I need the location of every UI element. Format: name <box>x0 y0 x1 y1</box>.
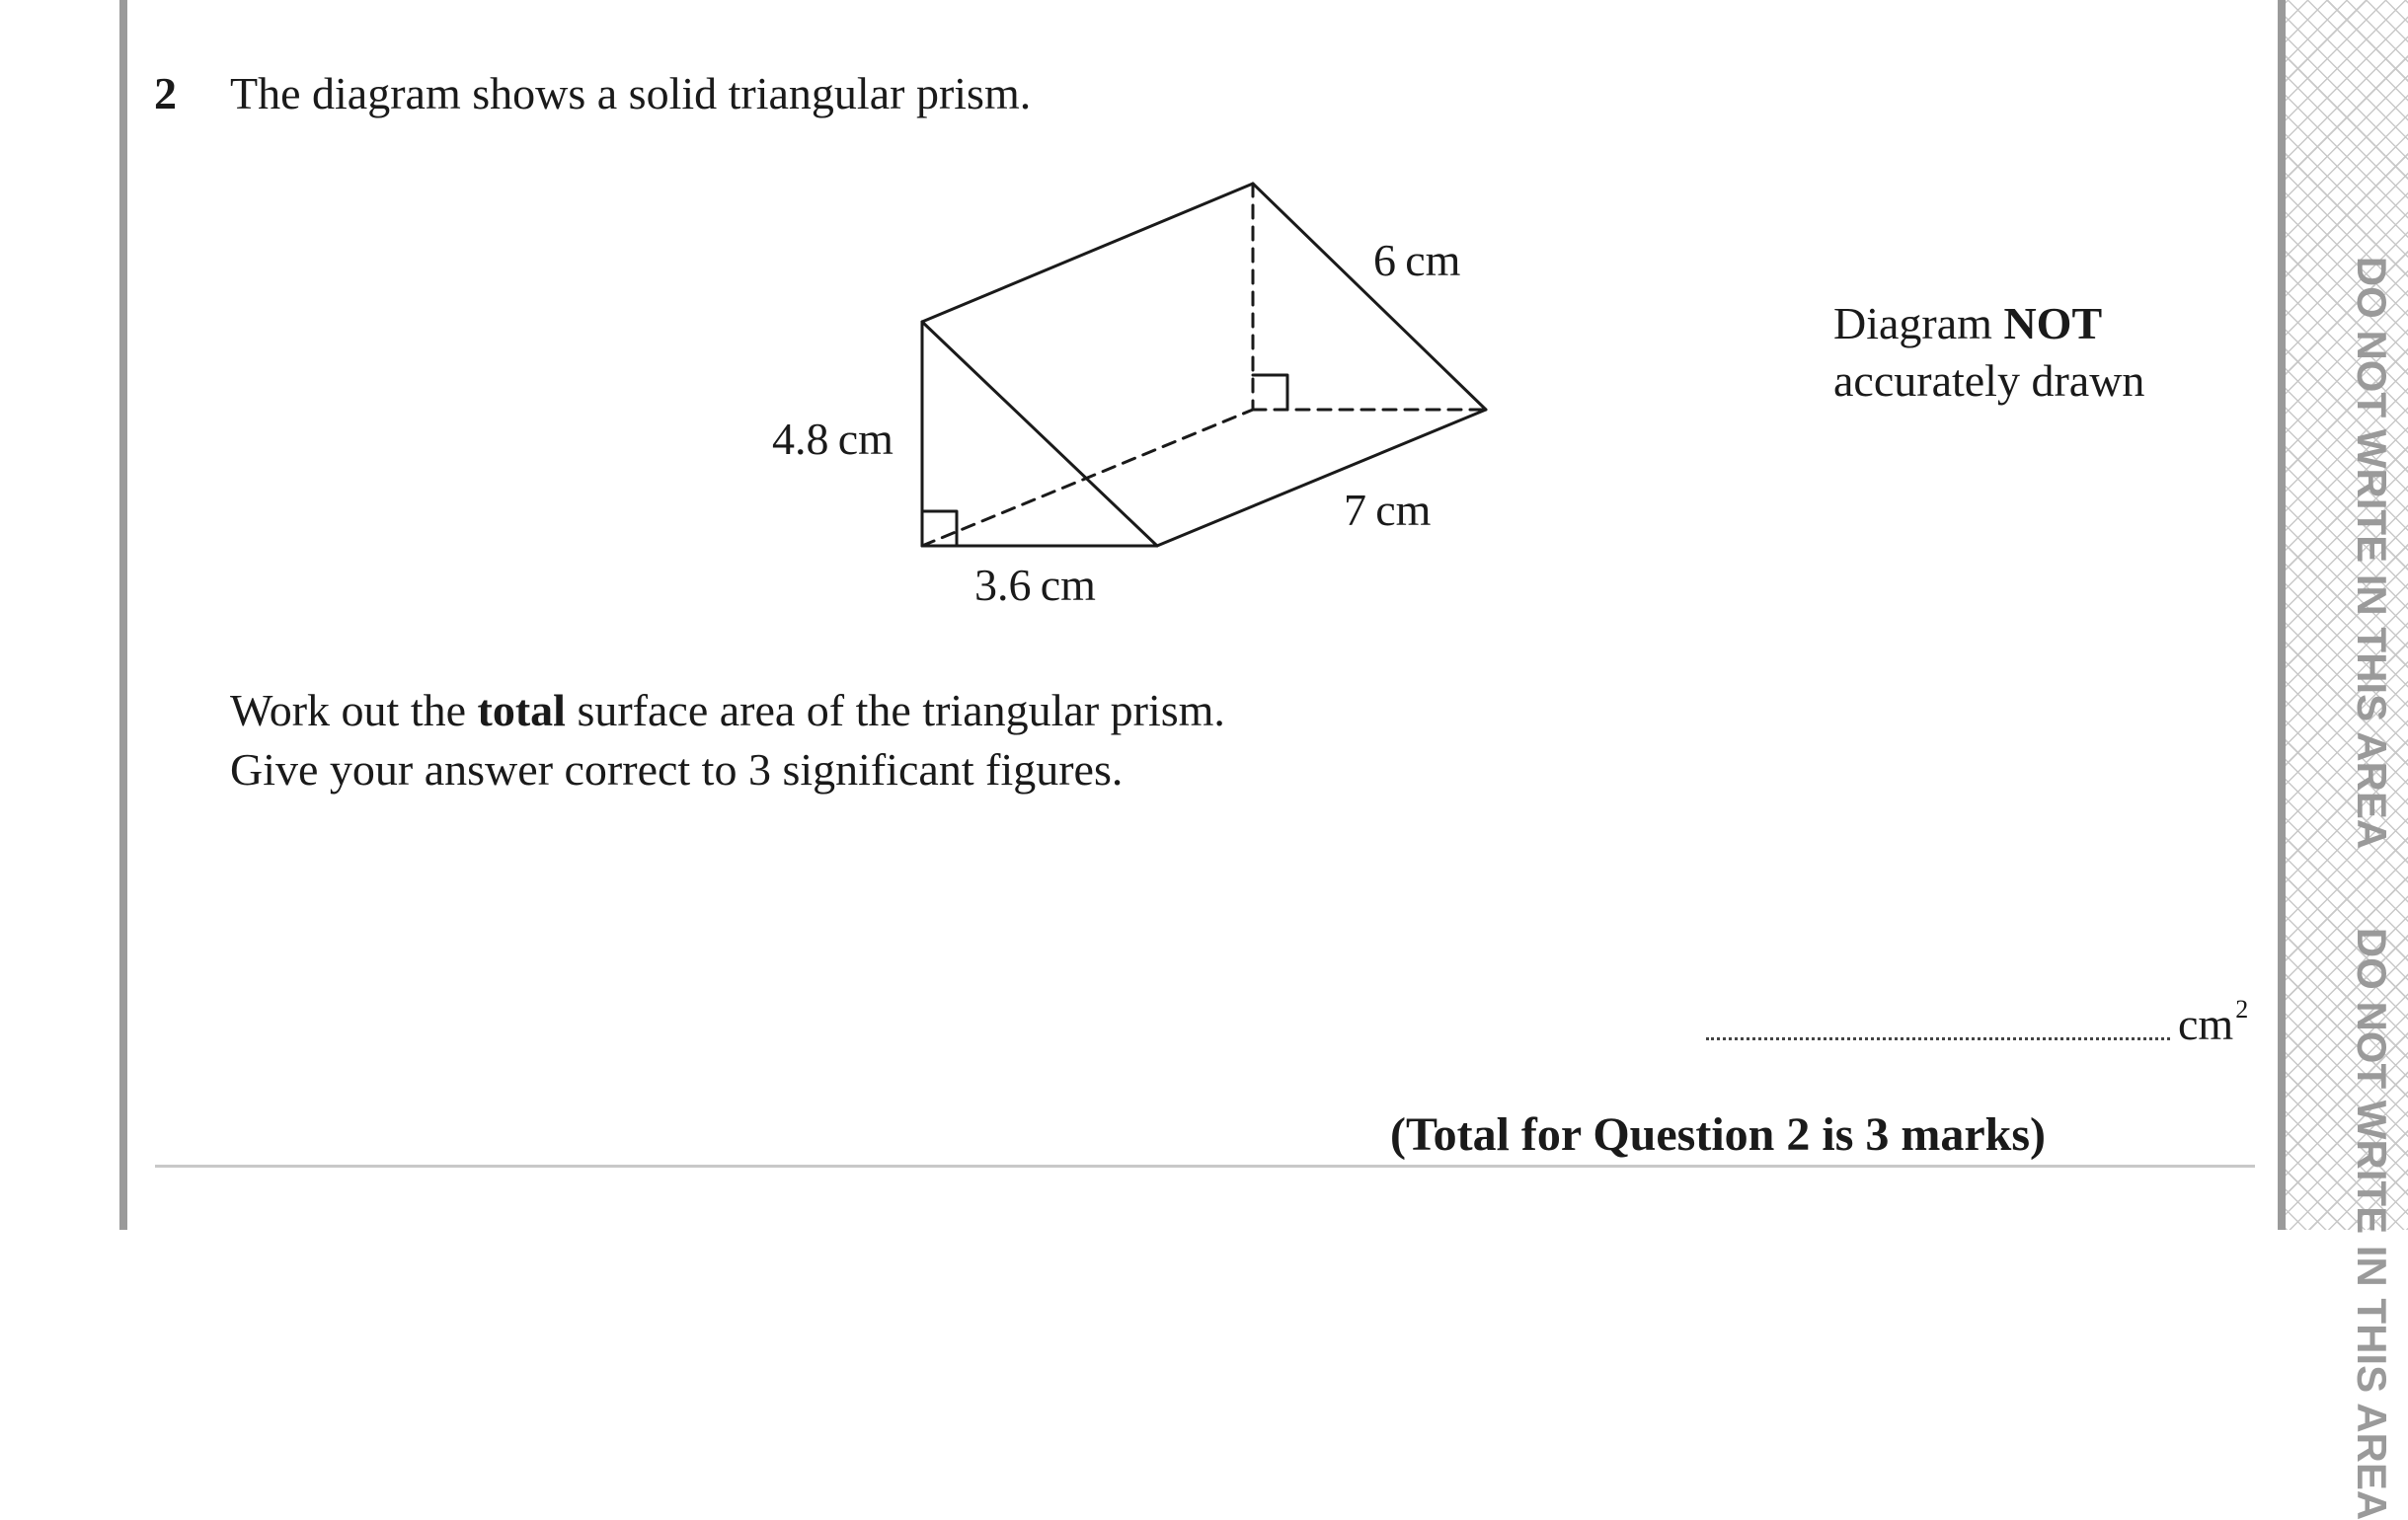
unit-power: 2 <box>2235 995 2249 1024</box>
instruction-line-1 <box>230 681 1225 740</box>
margin-warning: DO NOT WRITE IN THIS AREA <box>2349 256 2395 850</box>
note-prefix: Diagram <box>1833 298 2004 348</box>
instruction-emphasis: total <box>477 685 566 735</box>
instruction-text: Work out the <box>230 685 478 735</box>
right-angle-marker <box>922 511 957 546</box>
question-number: 2 <box>154 68 177 118</box>
margin-warning: DO NOT WRITE IN THIS AREA <box>2349 927 2395 1520</box>
right-angle-marker <box>1253 375 1287 410</box>
answer-unit <box>2178 995 2248 1050</box>
note-suffix: accurately drawn <box>1833 355 2145 406</box>
label-height: 4.8 cm <box>772 414 893 464</box>
instruction-line-2: Give your answer correct to 3 significant figures. <box>230 744 1124 795</box>
instructions <box>230 681 1225 799</box>
total-marks: (Total for Question 2 is 3 marks) <box>1390 1108 2047 1161</box>
label-base: 3.6 cm <box>974 560 1096 610</box>
answer-dotted-line[interactable] <box>1706 1031 2170 1040</box>
label-slant: 6 cm <box>1373 235 1461 285</box>
prism-edge <box>922 184 1253 322</box>
instruction-text: surface area of the triangular prism. <box>565 685 1225 735</box>
answer-line <box>1706 995 2248 1050</box>
diagram-note <box>1833 295 2144 410</box>
label-length: 7 cm <box>1344 485 1432 535</box>
question-text: The diagram shows a solid triangular prism. <box>230 68 1032 118</box>
unit-text: cm <box>2178 999 2234 1049</box>
bottom-rule <box>155 1165 2255 1168</box>
note-bold: NOT <box>2003 298 2103 348</box>
